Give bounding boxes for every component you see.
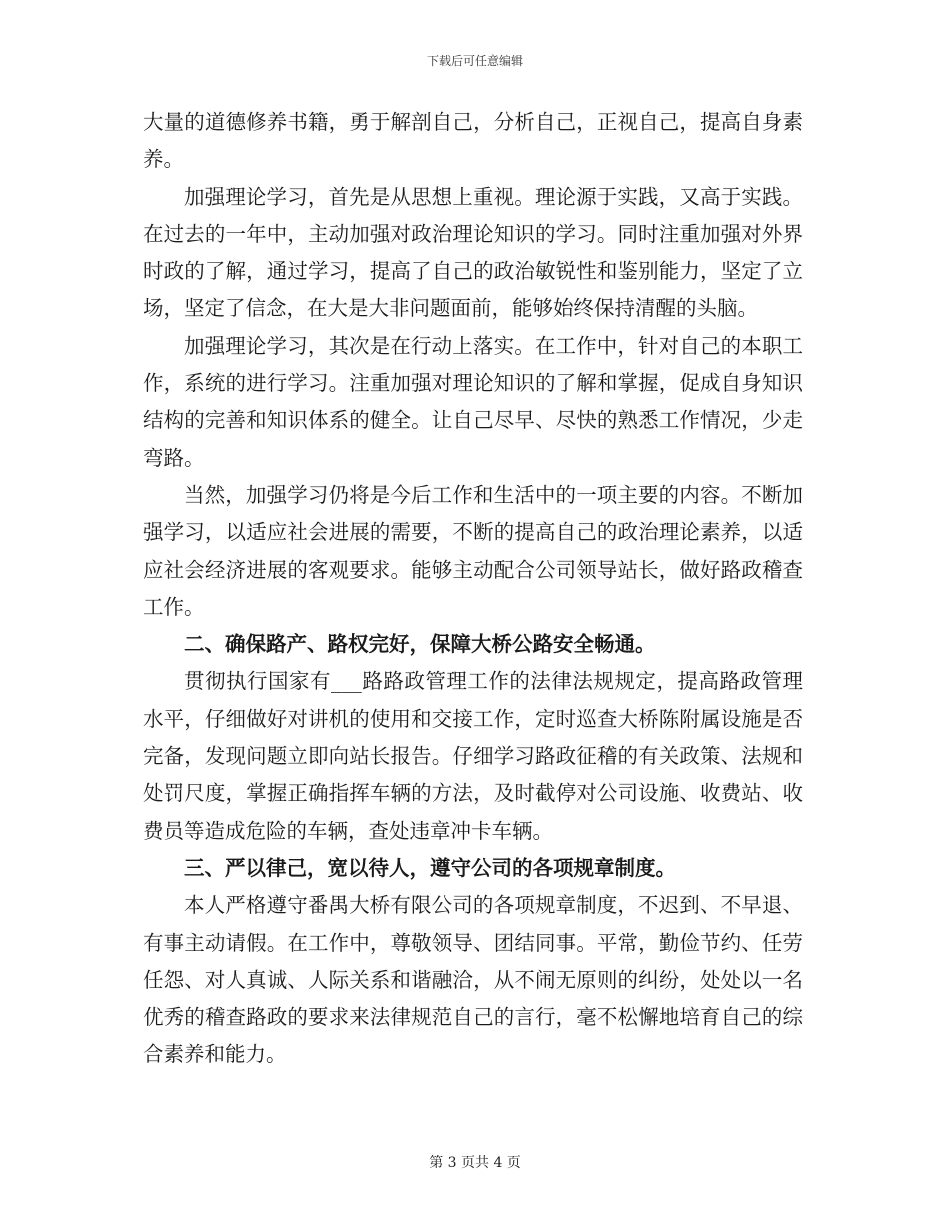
page-header: 下载后可任意编辑 (426, 54, 523, 68)
paragraph: 当然，加强学习仍将是今后工作和生活中的一项主要的内容。不断加强学习，以适应社会进展的需要，不断的提高自己的政治理论素养，以适应社会经济进展的客观要求。能够主动配合公司领导站长，做好路政稽查工作。 (143, 482, 803, 619)
paragraph: 加强理论学习，首先是从思想上重视。理论源于实践，又高于实践。在过去的一年中，主动加强对政治理论知识的学习。同时注重加强对外界时政的了解，通过学习，提高了自己的政治敏锐性和鉴别能力，坚定了立场，坚定了信念，在大是大非问题面前，能够始终保持清醒的头脑。 (143, 184, 803, 321)
paragraph: 贯彻执行国家有___路路政管理工作的法律法规规定，提高路政管理水平，仔细做好对讲机的使用和交接工作，定时巡查大桥陈附属设施是否完备，发现问题立即向站长报告。仔细学习路政征稽的有关政策、法规和处罚尺度，掌握正确指挥车辆的方法，及时截停对公司设施、收费站、收费员等造成危险的车辆，查处违章冲卡车辆。 (143, 669, 803, 843)
paragraph: 本人严格遵守番禺大桥有限公司的各项规章制度，不迟到、不早退、有事主动请假。在工作中，尊敬领导、团结同事。平常，勤俭节约、任劳任怨、对人真诚、人际关系和谐融洽，从不闹无原则的纠纷，处处以一名优秀的稽查路政的要求来法律规范自己的言行，毫不松懈地培育自己的综合素养和能力。 (143, 893, 803, 1067)
paragraph: 加强理论学习，其次是在行动上落实。在工作中，针对自己的本职工作，系统的进行学习。注重加强对理论知识的了解和掌握，促成自身知识结构的完善和知识体系的健全。让自己尽早、尽快的熟悉工作情况，少走弯路。 (143, 333, 803, 470)
page-number-footer: 第 3 页共 4 页 (429, 1155, 521, 1171)
document-body (143, 104, 803, 1074)
section-heading-three: 三、严以律己，宽以待人，遵守公司的各项规章制度。 (184, 855, 676, 880)
section-heading-two: 二、确保路产、路权完好，保障大桥公路安全畅通。 (184, 632, 656, 657)
paragraph-continuation: 大量的道德修养书籍，勇于解剖自己，分析自己，正视自己，提高自身素养。 (143, 110, 803, 172)
